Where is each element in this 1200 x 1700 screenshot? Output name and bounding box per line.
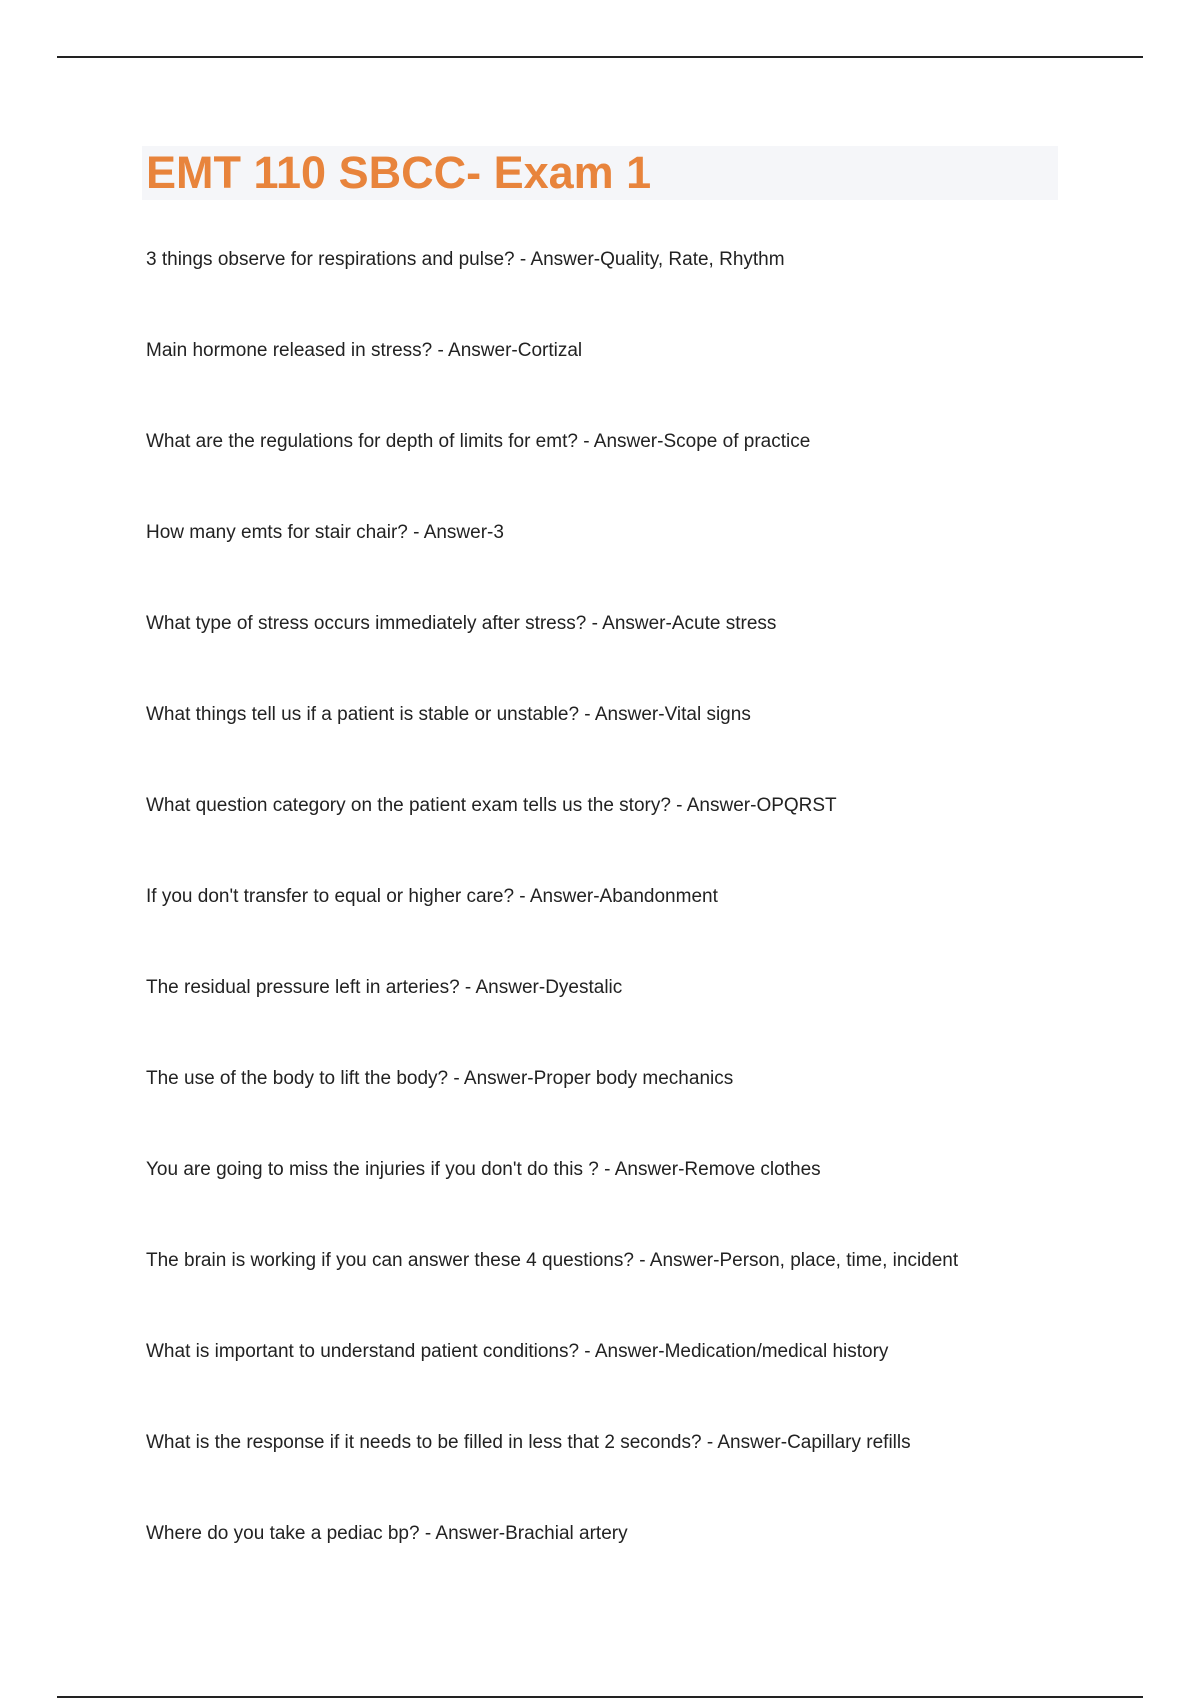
question-text: You are going to miss the injuries if you don't do this ?: [146, 1159, 599, 1180]
answer-text: Medication/medical history: [664, 1341, 889, 1362]
qa-item: What are the regulations for depth of limits for emt? - Answer-Scope of practice: [146, 431, 811, 452]
answer-text: Abandonment: [599, 886, 718, 907]
question-text: What type of stress occurs immediately after stress?: [146, 613, 587, 634]
question-text: What question category on the patient exam tells us the story?: [146, 795, 671, 816]
qa-item: What type of stress occurs immediately after stress? - Answer-Acute stress: [146, 613, 777, 634]
qa-item: You are going to miss the injuries if you don't do this ? - Answer-Remove clothes: [146, 1159, 821, 1180]
answer-text: Acute stress: [671, 613, 777, 634]
answer-text: Scope of practice: [663, 431, 811, 452]
question-text: What is important to understand patient conditions?: [146, 1341, 580, 1362]
qa-item: What is important to understand patient conditions? - Answer-Medication/medical history: [146, 1341, 889, 1362]
answer-text: Proper body mechanics: [533, 1068, 734, 1089]
answer-text: Person, place, time, incident: [719, 1250, 959, 1271]
qa-item: What things tell us if a patient is stable or unstable? - Answer-Vital signs: [146, 704, 751, 725]
question-text: If you don't transfer to equal or higher care?: [146, 886, 515, 907]
question-text: The use of the body to lift the body?: [146, 1068, 449, 1089]
answer-text: 3: [493, 522, 504, 543]
question-text: What is the response if it needs to be filled in less that 2 seconds?: [146, 1432, 702, 1453]
question-text: 3 things observe for respirations and pulse?: [146, 249, 515, 270]
question-text: Main hormone released in stress?: [146, 340, 433, 361]
answer-text: Remove clothes: [684, 1159, 821, 1180]
qa-item: What is the response if it needs to be filled in less that 2 seconds? - Answer-Capillary refills: [146, 1432, 911, 1453]
answer-text: Quality, Rate, Rhythm: [600, 249, 785, 270]
qa-item: What question category on the patient exam tells us the story? - Answer-OPQRST: [146, 795, 837, 816]
answer-text: Cortizal: [517, 340, 583, 361]
document-title: EMT 110 SBCC- Exam 1: [146, 147, 652, 198]
answer-text: Capillary refills: [787, 1432, 911, 1453]
footer-rule: [57, 1696, 1143, 1698]
qa-item: If you don't transfer to equal or higher care? - Answer-Abandonment: [146, 886, 718, 907]
qa-item: The brain is working if you can answer these 4 questions? - Answer-Person, place, time, incident: [146, 1250, 959, 1271]
question-text: The residual pressure left in arteries?: [146, 977, 460, 998]
answer-text: Dyestalic: [545, 977, 623, 998]
answer-text: Brachial artery: [505, 1523, 628, 1544]
qa-item: The residual pressure left in arteries? - Answer-Dyestalic: [146, 977, 623, 998]
qa-item: 3 things observe for respirations and pulse? - Answer-Quality, Rate, Rhythm: [146, 249, 785, 270]
header-rule: [57, 56, 1143, 58]
answer-text: Vital signs: [664, 704, 751, 725]
qa-item: Main hormone released in stress? - Answer-Cortizal: [146, 340, 583, 361]
qa-item: The use of the body to lift the body? - Answer-Proper body mechanics: [146, 1068, 734, 1089]
question-text: What are the regulations for depth of limits for emt?: [146, 431, 578, 452]
question-text: How many emts for stair chair?: [146, 522, 408, 543]
question-text: Where do you take a pediac bp?: [146, 1523, 420, 1544]
qa-list: [146, 246, 1146, 1611]
answer-text: OPQRST: [756, 795, 837, 816]
question-text: The brain is working if you can answer these 4 questions?: [146, 1250, 634, 1271]
qa-item: How many emts for stair chair? - Answer-3: [146, 522, 504, 543]
qa-item: Where do you take a pediac bp? - Answer-Brachial artery: [146, 1523, 628, 1544]
question-text: What things tell us if a patient is stable or unstable?: [146, 704, 580, 725]
